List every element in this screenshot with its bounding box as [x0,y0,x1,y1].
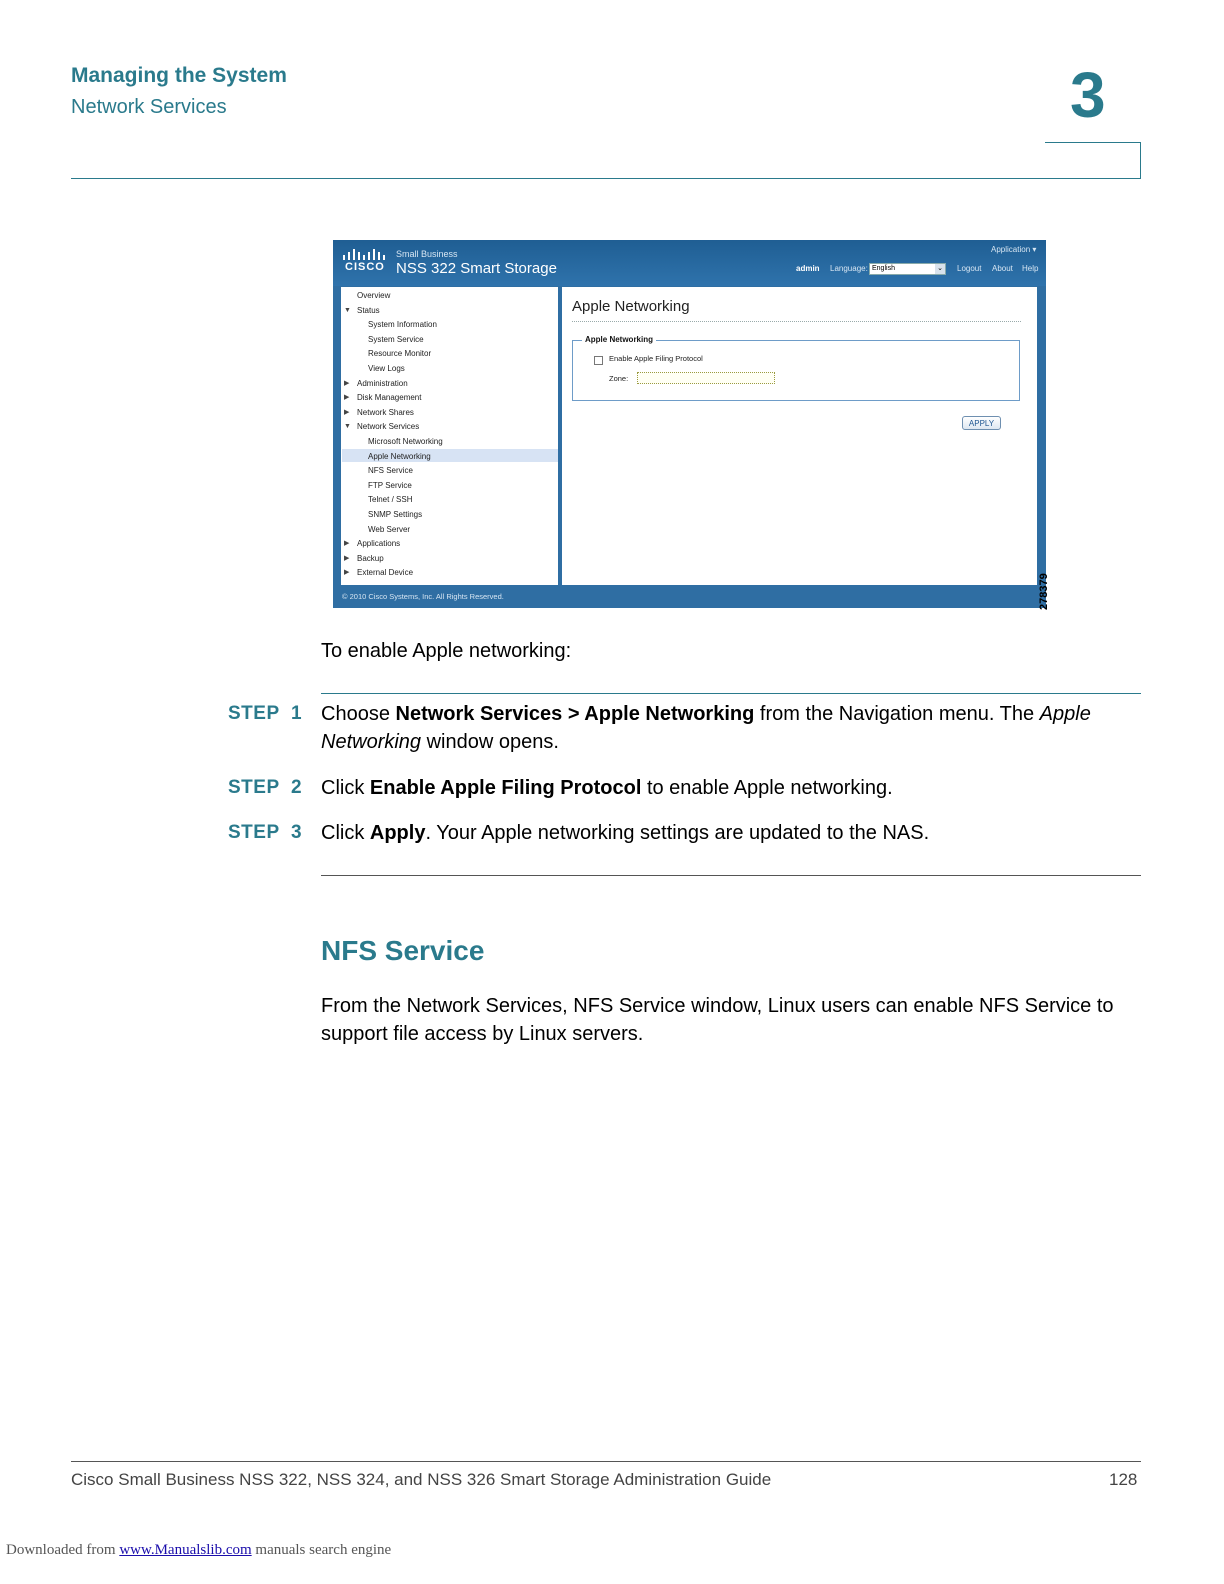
content-panel [562,287,1037,585]
nav-item-label: External Device [357,568,414,578]
page-number: 128 [1109,1470,1138,1489]
nav-item[interactable] [368,523,410,536]
nav-item-label: System Service [368,334,424,344]
nav-item[interactable] [344,377,408,390]
nav-item[interactable] [368,435,443,448]
nav-item[interactable] [344,420,420,433]
nav-item[interactable] [368,333,424,346]
app-copyright: © 2010 Cisco Systems, Inc. All Rights Reserved. [342,592,504,601]
step-1-window-name: Apple Networking [321,703,1091,753]
nav-item[interactable] [344,537,401,550]
nav-item[interactable] [368,508,422,521]
zone-input[interactable] [637,372,775,384]
steps-top-rule [321,693,1141,694]
nav-item[interactable] [368,464,413,477]
zone-label: Zone: [609,374,629,383]
step-number: 3 [291,822,302,843]
nav-item-label: Administration [357,378,408,388]
nav-item-label: Overview [357,291,391,300]
nav-item[interactable] [344,406,414,419]
nav-item-label: Resource Monitor [368,349,432,359]
language-select[interactable] [869,263,946,275]
step-3-part: Click [321,822,370,844]
chapter-box [1045,142,1141,178]
intro-text: To enable Apple networking: [321,640,572,662]
page-heading: Apple Networking [572,298,690,315]
step-2-part: to enable Apple networking. [641,777,893,799]
caret-down-icon[interactable]: ▼ [344,306,351,314]
nav-item[interactable] [368,493,412,506]
chapter-number: 3 [1070,59,1106,131]
language-value: English [872,265,895,272]
caret-right-icon[interactable]: ▶ [344,554,350,562]
logout-link[interactable]: Logout [957,264,982,273]
step-1-part: Choose [321,703,396,725]
nav-item-label: Network Shares [357,407,414,417]
steps-bottom-rule [321,875,1141,876]
nav-item[interactable] [344,391,422,404]
nfs-section-heading: NFS Service [321,935,485,966]
step-3-text [321,819,1136,847]
footer-guide-title: Cisco Small Business NSS 322, NSS 324, and NSS 326 Smart Storage Administration Guide [71,1470,772,1489]
nas-admin-screenshot [333,240,1046,608]
enable-afp-label: Enable Apple Filing Protocol [609,354,703,363]
step-3-part: . Your Apple networking settings are updated to the NAS. [425,822,930,844]
caret-right-icon[interactable]: ▶ [344,379,350,387]
apply-button[interactable]: APPLY [962,416,1001,430]
nav-item-label: Telnet / SSH [368,495,413,505]
nav-item-label: Web Server [368,524,411,534]
nav-item[interactable] [357,289,390,302]
header-rule [71,178,1141,179]
step-1-menu-path: Network Services > Apple Networking [395,703,755,725]
chevron-down-icon: ⌄ [935,264,945,274]
nav-item[interactable] [368,362,405,375]
navigation-panel [341,287,558,585]
nav-item-label: Disk Management [357,393,422,403]
help-link[interactable]: Help [1022,264,1039,273]
step-2-part: Click [321,777,370,799]
caret-down-icon[interactable]: ▼ [344,423,351,431]
nav-item[interactable] [368,318,437,331]
brand-small-business: Small Business [396,249,458,259]
nav-item-label: Network Services [357,422,420,432]
step-1-part: window opens. [421,731,559,753]
nav-item[interactable] [368,347,431,360]
footer-rule [71,1461,1141,1462]
fieldset-legend: Apple Networking [582,335,656,344]
nav-item[interactable] [368,479,412,492]
enable-afp-checkbox[interactable] [594,356,603,365]
figure-id: 278379 [1038,573,1050,610]
nav-item-label: Backup [357,553,384,563]
product-name: NSS 322 Smart Storage [396,260,557,277]
caret-right-icon[interactable]: ▶ [344,394,350,402]
nav-item[interactable] [344,552,384,565]
step-2-option: Enable Apple Filing Protocol [369,777,642,799]
download-suffix: manuals search engine [251,1542,392,1558]
step-label: STEP [228,703,280,724]
nav-item-label: FTP Service [368,480,412,490]
step-3-button: Apply [369,822,426,844]
nav-item-label: Apple Networking [368,451,431,461]
nav-item-label: Status [357,305,380,315]
step-2-text [321,774,1136,802]
cisco-wordmark: CISCO [345,261,385,273]
cisco-logo-icon [343,248,385,260]
download-note [6,1542,391,1559]
nav-item-label: Applications [357,539,401,549]
step-1-text [321,700,1136,756]
nav-item-label: System Information [368,320,437,330]
nav-item-label: View Logs [368,364,405,373]
caret-right-icon[interactable]: ▶ [344,569,350,577]
step-number: 2 [291,777,302,798]
heading-divider [572,321,1021,322]
language-label: Language: [830,264,868,273]
nav-item[interactable] [368,450,431,463]
nfs-paragraph: From the Network Services, NFS Service window, Linux users can enable NFS Service to support file access by Linux servers. [321,995,1114,1045]
caret-right-icon[interactable]: ▶ [344,408,350,416]
app-header [333,240,1046,286]
download-prefix: Downloaded from [6,1542,120,1558]
caret-right-icon[interactable]: ▶ [344,540,350,548]
user-name: admin [796,264,820,273]
chapter-title: Managing the System [71,64,287,87]
nav-item-label: Microsoft Networking [368,437,443,446]
nav-item[interactable] [344,566,414,579]
apple-networking-fieldset [572,340,1020,401]
manualslib-link[interactable]: www.Manualslib.com [119,1542,252,1558]
application-menu[interactable]: Application ▾ [991,245,1037,254]
step-number: 1 [291,703,302,724]
step-1-part: from the Navigation menu. The [754,703,1040,725]
step-label: STEP [228,777,280,798]
about-link[interactable]: About [992,264,1013,273]
nav-item-label: NFS Service [368,466,413,476]
nav-item-label: SNMP Settings [368,510,423,519]
section-title: Network Services [71,96,227,118]
step-label: STEP [228,822,280,843]
nav-item[interactable] [344,304,380,317]
